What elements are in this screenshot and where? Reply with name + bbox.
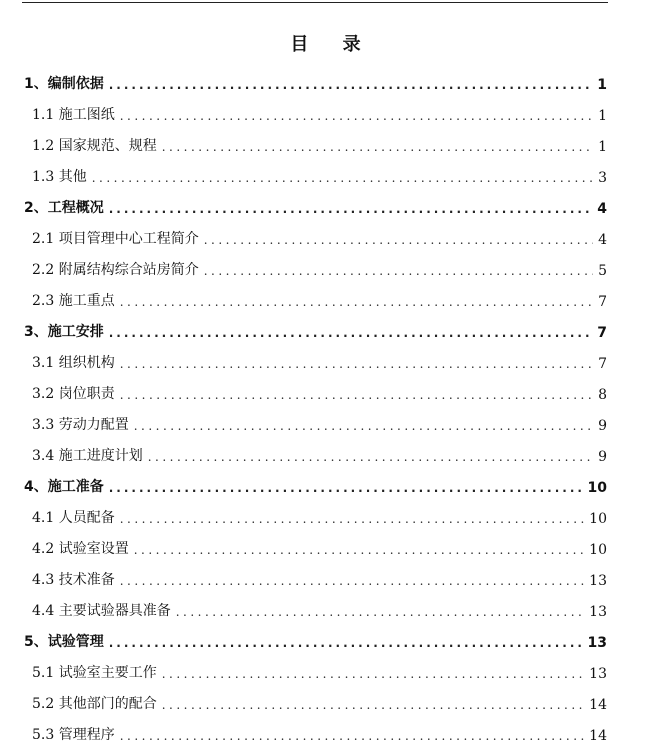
toc-entry[interactable] xyxy=(0,589,665,620)
toc-entry-text: 4、施工准备 xyxy=(24,479,104,495)
toc-entry[interactable] xyxy=(0,651,665,682)
toc-entry[interactable] xyxy=(0,186,665,217)
toc-entry-page: 4 xyxy=(598,232,607,248)
toc-leader-dots xyxy=(134,542,584,558)
toc-leader-dots xyxy=(120,728,584,744)
toc-leader-dots xyxy=(109,635,583,651)
toc-entry-text: 3.2 岗位职责 xyxy=(32,386,115,402)
toc-leader-dots xyxy=(109,201,593,217)
toc-entry-text: 1.2 国家规范、规程 xyxy=(32,138,157,154)
toc-entry-text: 1.1 施工图纸 xyxy=(32,107,115,123)
toc-entry[interactable] xyxy=(0,434,665,465)
toc-entry-page: 5 xyxy=(598,263,607,279)
toc-entry-page: 14 xyxy=(589,697,607,713)
toc-entry[interactable] xyxy=(0,93,665,124)
toc-entry-page: 10 xyxy=(589,511,607,527)
toc-entry-page: 13 xyxy=(587,635,607,651)
toc-leader-dots xyxy=(120,294,593,310)
toc-entry[interactable] xyxy=(0,124,665,155)
toc-entry[interactable] xyxy=(0,527,665,558)
toc-entry-page: 9 xyxy=(598,418,607,434)
toc-entry[interactable] xyxy=(0,279,665,310)
toc-leader-dots xyxy=(109,480,583,496)
toc-leader-dots xyxy=(162,666,584,682)
toc-entry-page: 13 xyxy=(589,573,607,589)
toc-leader-dots xyxy=(134,418,593,434)
toc-entry-text: 3.3 劳动力配置 xyxy=(32,417,129,433)
toc-entry-text: 2、工程概况 xyxy=(24,200,104,216)
toc-entry-text: 2.2 附属结构综合站房简介 xyxy=(32,262,199,278)
toc-leader-dots xyxy=(109,325,593,341)
toc-entry-page: 13 xyxy=(589,666,607,682)
toc-entry-text: 4.1 人员配备 xyxy=(32,510,115,526)
toc-leader-dots xyxy=(120,356,593,372)
toc-leader-dots xyxy=(204,232,593,248)
toc-entry-page: 1 xyxy=(598,139,607,155)
toc-entry[interactable] xyxy=(0,465,665,496)
toc-leader-dots xyxy=(120,108,593,124)
toc-leader-dots xyxy=(162,139,593,155)
toc-entry-page: 1 xyxy=(597,77,607,93)
toc-entry[interactable] xyxy=(0,496,665,527)
toc-entry-page: 9 xyxy=(598,449,607,465)
toc-leader-dots xyxy=(176,604,584,620)
toc-entry-text: 4.4 主要试验器具准备 xyxy=(32,603,171,619)
toc-entry-page: 8 xyxy=(598,387,607,403)
toc-entry[interactable] xyxy=(0,217,665,248)
toc-entry-page: 7 xyxy=(598,294,607,310)
toc-entry-text: 2.3 施工重点 xyxy=(32,293,115,309)
toc-entry-page: 13 xyxy=(589,604,607,620)
toc-entry-page: 7 xyxy=(598,356,607,372)
toc-entry-text: 4.2 试验室设置 xyxy=(32,541,129,557)
toc-entry-text: 3、施工安排 xyxy=(24,324,104,340)
toc-entry-page: 14 xyxy=(589,728,607,744)
toc-leader-dots xyxy=(120,387,593,403)
toc-entry-text: 4.3 技术准备 xyxy=(32,572,115,588)
toc-entry-text: 5.1 试验室主要工作 xyxy=(32,665,157,681)
toc-entry-text: 5、试验管理 xyxy=(24,634,104,650)
toc-entry-page: 1 xyxy=(598,108,607,124)
toc-leader-dots xyxy=(109,77,593,93)
toc-entry[interactable] xyxy=(0,248,665,279)
toc-leader-dots xyxy=(92,170,593,186)
toc-entry-text: 3.1 组织机构 xyxy=(32,355,115,371)
toc-entry-text: 2.1 项目管理中心工程简介 xyxy=(32,231,199,247)
toc-leader-dots xyxy=(120,511,584,527)
toc-entry[interactable] xyxy=(0,341,665,372)
toc-entry[interactable] xyxy=(0,682,665,713)
toc-entry-page: 3 xyxy=(598,170,607,186)
toc-entry-page: 7 xyxy=(597,325,607,341)
toc-leader-dots xyxy=(148,449,593,465)
toc-entry[interactable] xyxy=(0,620,665,651)
toc-entry[interactable] xyxy=(0,372,665,403)
toc-entry-text: 5.2 其他部门的配合 xyxy=(32,696,157,712)
toc-entry-text: 1、编制依据 xyxy=(24,76,104,92)
toc-entry-page: 10 xyxy=(587,480,607,496)
toc-entry-text: 3.4 施工进度计划 xyxy=(32,448,143,464)
toc-entry[interactable] xyxy=(0,310,665,341)
top-rule xyxy=(22,2,608,3)
toc-entry-page: 4 xyxy=(597,201,607,217)
toc-entry-page: 10 xyxy=(589,542,607,558)
toc-entry[interactable] xyxy=(0,558,665,589)
toc-leader-dots xyxy=(162,697,584,713)
toc-entry[interactable] xyxy=(0,713,665,744)
toc-entry-text: 5.3 管理程序 xyxy=(32,727,115,743)
toc-list xyxy=(0,62,665,744)
toc-entry[interactable] xyxy=(0,62,665,93)
toc-title: 目 录 xyxy=(290,34,375,55)
toc-entry[interactable] xyxy=(0,403,665,434)
toc-entry[interactable] xyxy=(0,155,665,186)
toc-entry-text: 1.3 其他 xyxy=(32,169,87,185)
toc-leader-dots xyxy=(204,263,593,279)
toc-leader-dots xyxy=(120,573,584,589)
